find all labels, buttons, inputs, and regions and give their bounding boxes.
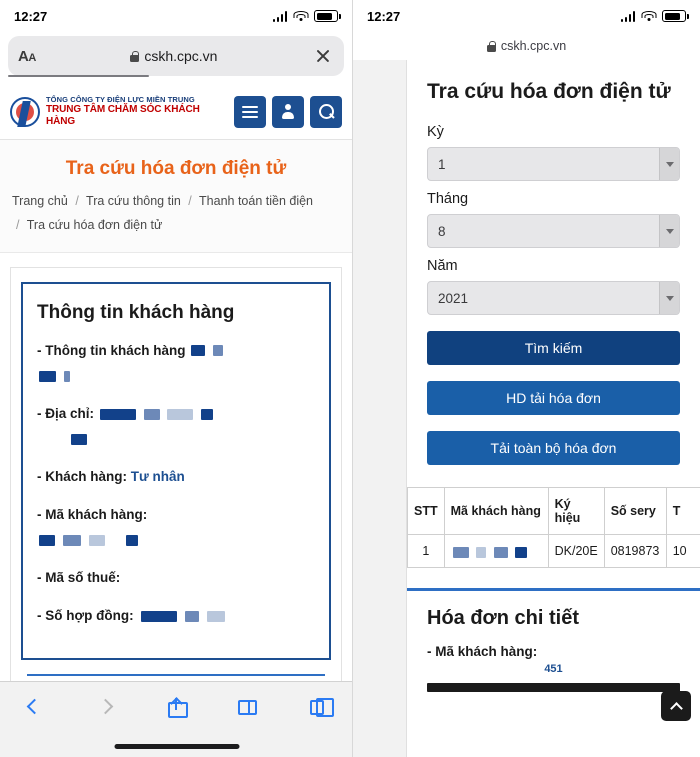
- hamburger-icon: [242, 106, 258, 118]
- redacted-value: [126, 535, 138, 546]
- logo-line-1: TỔNG CÔNG TY ĐIỆN LỰC MIỀN TRUNG: [46, 94, 195, 104]
- lock-icon: [487, 41, 496, 52]
- customer-info-row: [37, 401, 315, 452]
- lock-icon: [130, 51, 139, 62]
- redacted-value: [144, 409, 160, 420]
- left-page-content: [0, 253, 352, 692]
- share-icon: [168, 698, 184, 718]
- right-page-body: [353, 60, 700, 757]
- customer-type-value: Tư nhân: [130, 469, 185, 485]
- redacted-value: [201, 409, 213, 420]
- lookup-form: [407, 60, 700, 465]
- table-header-row: [408, 488, 700, 535]
- safari-bottom-toolbar: [0, 681, 353, 757]
- customer-info-row: [37, 464, 315, 490]
- chevron-up-icon: [670, 702, 683, 715]
- cell-extra: 10: [666, 535, 700, 568]
- invoice-detail-badge-wrap: [427, 659, 680, 677]
- redacted-value: [63, 535, 81, 546]
- account-button[interactable]: [272, 96, 304, 128]
- redacted-value: [476, 547, 486, 558]
- search-button[interactable]: [310, 96, 342, 128]
- select-ky-value: 1: [438, 156, 446, 172]
- battery-icon: [314, 10, 338, 22]
- customer-info-label: - Thông tin khách hàng: [37, 342, 186, 358]
- page-load-progress: [8, 75, 149, 78]
- invoice-detail-title: Hóa đơn chi tiết: [427, 607, 580, 630]
- site-header: [0, 84, 352, 140]
- cell-ma-khach-hang: [444, 535, 548, 568]
- select-thang-value: 8: [438, 223, 446, 239]
- customer-info-box: [21, 282, 331, 661]
- right-phone-screen: [353, 0, 700, 757]
- status-time: 12:27: [14, 8, 48, 24]
- customer-card-outer: [10, 267, 342, 692]
- breadcrumb-separator: /: [16, 217, 20, 232]
- chevron-down-icon[interactable]: [659, 282, 679, 314]
- cell-ky-hieu: DK/20E: [548, 535, 604, 568]
- redacted-value: [185, 611, 199, 622]
- label-thang: Tháng: [427, 191, 469, 208]
- status-indicators: [273, 10, 339, 22]
- redacted-value: [191, 345, 205, 356]
- cell-so-sery: 0819873: [604, 535, 666, 568]
- form-title: Tra cứu hóa đơn điện tử: [427, 80, 671, 103]
- tabs-icon: [310, 700, 324, 715]
- breadcrumb-item-home[interactable]: Trang chủ: [12, 194, 68, 208]
- breadcrumb: [0, 190, 352, 253]
- status-bar-right: [353, 0, 700, 32]
- select-nam[interactable]: [427, 281, 680, 315]
- redacted-value: [64, 371, 70, 382]
- invoice-lookup-page: [406, 60, 700, 757]
- menu-button[interactable]: [234, 96, 266, 128]
- browser-address-bar-container: [0, 32, 352, 84]
- customer-info-row: [37, 502, 315, 553]
- redacted-value: [515, 547, 527, 558]
- cellular-signal-icon: [621, 11, 636, 22]
- invoice-table: [407, 487, 700, 568]
- customer-info-label: - Địa chỉ:: [37, 405, 95, 421]
- redacted-value: [213, 345, 223, 356]
- breadcrumb-item-current: Tra cứu hóa đơn điện tử: [26, 217, 163, 232]
- customer-info-row: [37, 565, 315, 591]
- redacted-value: [141, 611, 177, 622]
- redacted-value: [453, 547, 469, 558]
- select-ky[interactable]: [427, 147, 680, 181]
- customer-info-row: [37, 603, 315, 629]
- close-icon[interactable]: [312, 45, 334, 67]
- site-logo[interactable]: [10, 96, 226, 128]
- breadcrumb-separator: /: [75, 194, 79, 208]
- table-row[interactable]: [408, 535, 700, 568]
- status-indicators: [621, 10, 687, 22]
- address-bar-right[interactable]: [353, 32, 700, 60]
- evncpc-logo-icon: [10, 97, 40, 127]
- customer-info-label: - Mã số thuế:: [37, 569, 121, 585]
- redacted-value: [89, 535, 105, 546]
- invoice-detail-row-label: - Mã khách hàng:: [427, 644, 538, 660]
- user-icon: [281, 104, 295, 119]
- page-title: Tra cứu hóa đơn điện tử: [0, 140, 352, 190]
- logo-text-block: [46, 96, 226, 128]
- url-text: cskh.cpc.vn: [144, 48, 218, 64]
- redacted-value: [71, 434, 87, 445]
- redacted-value: [494, 547, 508, 558]
- search-submit-button[interactable]: Tìm kiếm: [427, 331, 680, 365]
- col-ky-hieu: Ký hiệu: [548, 488, 604, 535]
- select-nam-value: 2021: [438, 290, 469, 306]
- breadcrumb-item-payment[interactable]: Thanh toán tiền điện: [199, 194, 314, 208]
- redacted-value: [207, 611, 225, 622]
- select-thang[interactable]: [427, 214, 680, 248]
- scroll-to-top-button[interactable]: [661, 691, 691, 721]
- col-ma-khach-hang: Mã khách hàng: [444, 488, 548, 535]
- address-bar[interactable]: [8, 36, 344, 76]
- customer-info-label: - Khách hàng:: [37, 469, 127, 485]
- customer-info-row: [37, 338, 315, 389]
- cellular-signal-icon: [273, 11, 288, 22]
- customer-info-title: Thông tin khách hàng: [37, 301, 235, 323]
- home-indicator: [114, 744, 239, 749]
- customer-info-label: - Số hợp đồng:: [37, 607, 134, 623]
- logo-line-2: TRUNG TÂM CHĂM SÓC KHÁCH HÀNG: [46, 104, 200, 127]
- status-bar-left: [0, 0, 352, 32]
- redacted-value: [427, 683, 680, 692]
- chevron-left-icon: [27, 699, 43, 715]
- url-text: cskh.cpc.vn: [500, 39, 567, 53]
- wifi-icon: [293, 11, 308, 22]
- text-size-button[interactable]: AA: [18, 47, 36, 65]
- label-nam: Năm: [427, 258, 458, 275]
- col-extra: T: [666, 488, 700, 535]
- download-guide-button[interactable]: HD tải hóa đơn: [427, 381, 680, 415]
- cell-stt: 1: [408, 535, 445, 568]
- invoice-detail-badge: 451: [544, 663, 563, 676]
- redacted-value: [100, 409, 136, 420]
- invoice-table-container[interactable]: [407, 487, 700, 568]
- share-button[interactable]: [158, 695, 194, 725]
- redacted-value: [167, 409, 193, 420]
- customer-info-label: - Mã khách hàng:: [37, 506, 148, 522]
- col-stt: STT: [408, 488, 445, 535]
- col-so-sery: Số sery: [604, 488, 666, 535]
- search-icon: [319, 104, 334, 119]
- download-all-invoices-button[interactable]: Tải toàn bộ hóa đơn: [427, 431, 680, 465]
- section-divider: [27, 674, 325, 676]
- chevron-down-icon[interactable]: [659, 215, 679, 247]
- breadcrumb-separator: /: [188, 194, 192, 208]
- forward-button[interactable]: [88, 695, 124, 725]
- bookmarks-button[interactable]: [229, 695, 265, 725]
- chevron-down-icon[interactable]: [659, 148, 679, 180]
- chevron-right-icon: [98, 699, 114, 715]
- redacted-value: [39, 535, 55, 546]
- breadcrumb-item-lookup[interactable]: Tra cứu thông tin: [86, 194, 181, 208]
- wifi-icon: [641, 11, 656, 22]
- book-icon: [238, 700, 257, 715]
- invoice-detail-section: [407, 591, 700, 692]
- status-time: 12:27: [367, 8, 401, 24]
- battery-icon: [662, 10, 686, 22]
- url-display[interactable]: [36, 48, 312, 64]
- back-button[interactable]: [17, 695, 53, 725]
- label-ky: Kỳ: [427, 124, 444, 141]
- redacted-value: [39, 371, 56, 382]
- tabs-button[interactable]: [300, 695, 336, 725]
- header-buttons: [234, 96, 342, 128]
